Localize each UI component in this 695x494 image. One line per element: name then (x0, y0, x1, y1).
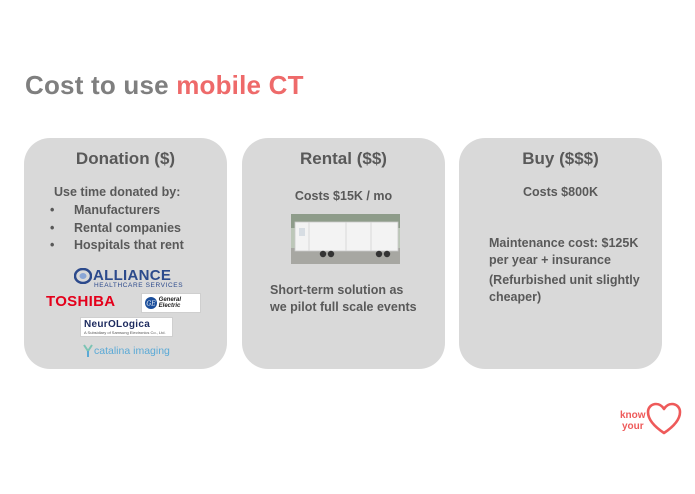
heart-icon (646, 401, 682, 437)
alliance-swirl-icon (74, 268, 92, 284)
catalina-mark-icon (82, 344, 94, 358)
donation-intro: Use time donated by: (54, 185, 181, 199)
brand-line2: your (621, 421, 644, 432)
donor-list-item: • Rental companies (46, 220, 184, 238)
rental-note-line2: we pilot full scale events (270, 300, 417, 314)
alliance-logo (74, 267, 194, 291)
alliance-wordmark: ALLIANCE (93, 267, 172, 284)
brand-line1: know (620, 410, 646, 421)
neurologica-logo (80, 317, 173, 337)
toshiba-logo: TOSHIBA (46, 293, 116, 310)
refurb-line1: (Refurbished unit slightly (489, 273, 640, 287)
title-accent: mobile CT (176, 70, 304, 100)
donor-list-item: • Hospitals that rent (46, 237, 184, 255)
rental-card (242, 138, 445, 369)
svg-text:GE: GE (146, 300, 156, 308)
refurb-line2: cheaper) (489, 290, 542, 304)
mobile-ct-trailer-image (291, 214, 400, 264)
brand-wordmark (620, 410, 646, 432)
title-prefix: Cost to use (25, 70, 177, 100)
ge-wordmark: General Electric (158, 297, 182, 309)
buy-heading: Buy ($$$) (522, 149, 599, 168)
rental-heading: Rental ($$) (300, 149, 387, 168)
ge-monogram-icon (144, 296, 157, 310)
alliance-subtitle: HEALTHCARE SERVICES (94, 282, 184, 289)
slide-title (25, 70, 304, 101)
catalina-logo (82, 344, 192, 360)
ge-logo (141, 293, 201, 313)
neurologica-wordmark: NeurOLogica (84, 319, 151, 330)
donor-list (46, 202, 184, 255)
buy-card (459, 138, 662, 369)
neurologica-subtitle: A Subsidiary of Samsung Electronics Co., Ltd. (84, 330, 166, 335)
donor-list-item: • Manufacturers (46, 202, 184, 220)
rental-cost: Costs $15K / mo (294, 189, 393, 203)
rental-note-line1: Short-term solution as (270, 283, 404, 297)
maintenance-line2: per year + insurance (489, 253, 611, 267)
maintenance-line1: Maintenance cost: $125K (489, 236, 639, 250)
donation-card (24, 138, 227, 369)
catalina-wordmark: catalina imaging (94, 345, 170, 357)
buy-cost: Costs $800K (522, 185, 599, 199)
donation-heading: Donation ($) (75, 149, 176, 168)
